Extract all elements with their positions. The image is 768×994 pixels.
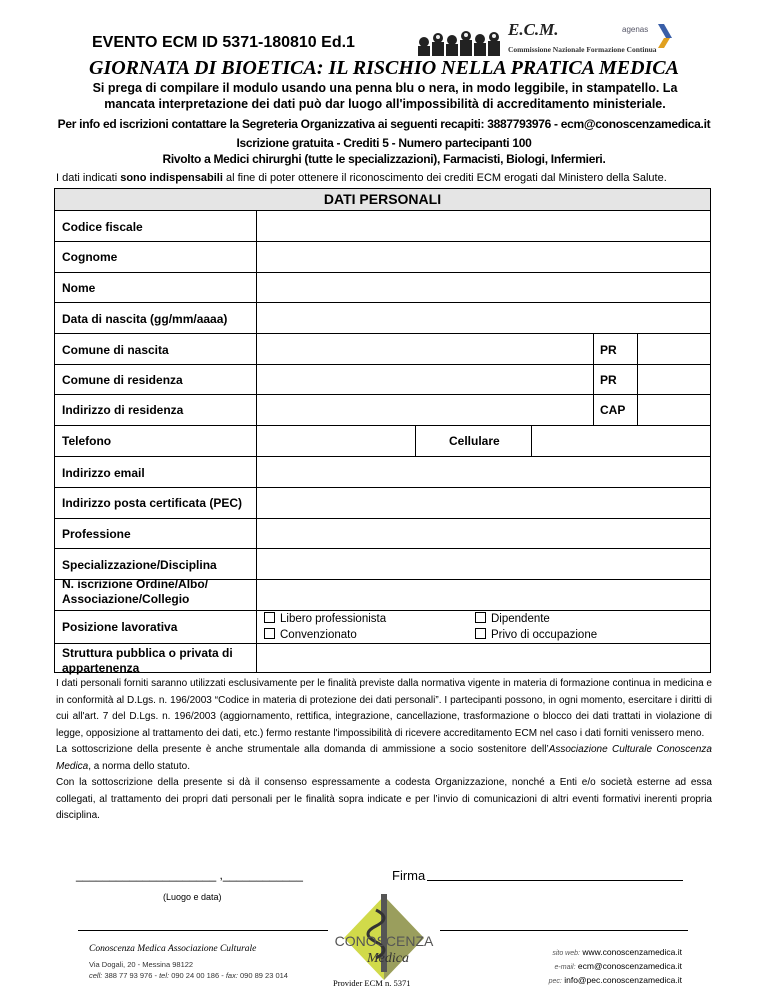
- row-telefono: [55, 426, 710, 457]
- label-cap: CAP: [600, 403, 626, 417]
- privacy-paragraph-1: I dati personali forniti saranno utilizzati esclusivamente per le finalità previste dalla normativa vigente in materia di formazione continua in medicina e in conformità al D.Lgs. n. 196/2003 “Codice in materia di protezione dei dati personali”. I partecipanti possono, in ogni momento, esercitare i diritti di cui all'art. 7 del D.Lgs. n. 196/2003 (aggiornamento, rettifica, integrazione, cancellazione, trasformazione o blocco dei dati trattati in violazione di legge, opposizione al trattamento dei dati, etc.) fermo restante l'impossibilità di ricevere accreditamento ECM nel caso i dati forniti venissero meno.: [56, 678, 712, 739]
- label-data-nascita: Data di nascita (gg/mm/aaaa): [62, 312, 228, 326]
- footer-divider-right: [440, 930, 688, 931]
- section-title: DATI PERSONALI: [55, 189, 710, 211]
- contacts-block: sito web: www.conoscenzamedica.it e-mail: ecm@conoscenzamedica.it pec: info@pec.conoscenzamedica.it: [548, 947, 682, 985]
- label-specializzazione: Specializzazione/Disciplina: [62, 558, 217, 572]
- provider-ecm: Provider ECM n. 5371: [333, 978, 411, 988]
- row-data-nascita: [55, 303, 710, 334]
- row-comune-nascita: [55, 334, 710, 365]
- label-cognome: Cognome: [62, 250, 118, 264]
- row-posizione-lavorativa: [55, 611, 710, 644]
- privacy-paragraph-3: Con la sottoscrizione della presente si dà il consenso espressamente a codesta Organizzazione, nonché a Enti e/o società esterne ad essa collegati, al trattamento dei propri dati personali per le finalità sopra indicate e per l’invio di comunicazioni di altri eventi formativi inerenti propria disciplina.: [56, 777, 712, 821]
- place-date-field[interactable]: _____________________ ,____________: [76, 868, 303, 882]
- row-pec: [55, 488, 710, 519]
- label-codice-fiscale: Codice fiscale: [62, 220, 143, 234]
- agenas-logo-text: agenas: [622, 25, 649, 34]
- label-struttura: Struttura pubblica o privata di appartenenza: [62, 646, 233, 675]
- label-posizione: Posizione lavorativa: [62, 620, 178, 634]
- svg-text:CONOSCENZA: CONOSCENZA: [334, 933, 434, 949]
- page-title: GIORNATA DI BIOETICA: IL RISCHIO NELLA PRATICA MEDICA: [89, 57, 679, 79]
- agenas-logo-icon: [658, 24, 672, 38]
- website-link[interactable]: www.conoscenzamedica.it: [582, 947, 682, 957]
- privacy-paragraph-2: La sottoscrizione della presente è anche strumentale alla domanda di ammissione a socio sostenitore dell’Associazione Culturale Conoscenza Medica, a norma dello statuto.: [56, 744, 712, 772]
- row-nome: [55, 273, 710, 303]
- signature-label: Firma: [392, 868, 426, 883]
- registration-info: Iscrizione gratuita - Crediti 5 - Numero partecipanti 100: [236, 136, 532, 150]
- label-comune-nascita: Comune di nascita: [62, 343, 169, 357]
- row-email: [55, 457, 710, 488]
- target-audience: Rivolto a Medici chirurghi (tutte le specializzazioni), Farmacisti, Biologi, Infermieri.: [162, 152, 606, 166]
- event-id: EVENTO ECM ID 5371-180810 Ed.1: [92, 34, 355, 51]
- place-date-label: (Luogo e data): [163, 892, 222, 902]
- row-indirizzo-residenza: [55, 395, 710, 426]
- checkbox-icon[interactable]: [475, 628, 486, 639]
- row-cognome: [55, 242, 710, 273]
- contact-info: Per info ed iscrizioni contattare la Segreteria Organizzativa ai seguenti recapiti: 3887793976 - ecm@conoscenzamedica.it: [57, 117, 711, 131]
- ecm-logo-title: E.C.M.: [508, 20, 559, 39]
- row-specializzazione: [55, 549, 710, 580]
- label-pr-residenza: PR: [600, 373, 617, 387]
- footer-divider-left: [78, 930, 328, 931]
- svg-text:Medica: Medica: [367, 951, 409, 966]
- ecm-logo-sub: Commissione Nazionale Formazione Continua: [508, 45, 657, 54]
- option-privo-occupazione[interactable]: Privo di occupazione: [475, 628, 597, 641]
- label-cellulare: Cellulare: [449, 434, 500, 448]
- row-iscrizione-albo: [55, 577, 710, 611]
- ecm-people-icon: [412, 20, 680, 56]
- label-professione: Professione: [62, 527, 131, 541]
- intro-text: Si prega di compilare il modulo usando una penna blu o nera, in modo leggibile, in stampatello. La mancata interpretazione dei dati può dar luogo all'impossibilità di accreditamento ministeriale.: [92, 81, 678, 111]
- checkbox-icon[interactable]: [264, 612, 275, 623]
- privacy-notice: [56, 676, 712, 825]
- checkbox-icon[interactable]: [264, 628, 275, 639]
- option-libero-professionista[interactable]: Libero professionista: [264, 612, 386, 625]
- personal-data-form: [54, 188, 711, 673]
- signature-field[interactable]: [427, 880, 683, 881]
- option-convenzionato[interactable]: Convenzionato: [264, 628, 357, 641]
- association-address: Via Dogali, 20 - Messina 98122 cell: 388 77 93 976 - tel: 090 24 00 186 - fax: 090 89 23 014: [89, 960, 288, 980]
- label-comune-residenza: Comune di residenza: [62, 373, 183, 387]
- pec-link[interactable]: info@pec.conoscenzamedica.it: [564, 975, 682, 985]
- row-comune-residenza: [55, 365, 710, 395]
- label-indirizzo-residenza: Indirizzo di residenza: [62, 403, 184, 417]
- label-email: Indirizzo email: [62, 466, 145, 480]
- label-nome: Nome: [62, 281, 96, 295]
- association-name: Conoscenza Medica Associazione Culturale: [89, 944, 257, 954]
- row-professione: [55, 519, 710, 549]
- conoscenza-medica-logo: [330, 888, 438, 980]
- row-codice-fiscale: [55, 211, 710, 242]
- label-pr-nascita: PR: [600, 343, 617, 357]
- checkbox-icon[interactable]: [475, 612, 486, 623]
- label-pec: Indirizzo posta certificata (PEC): [62, 496, 243, 510]
- option-dipendente[interactable]: Dipendente: [475, 612, 550, 625]
- data-required-note: I dati indicati sono indispensabili al fine di poter ottenere il riconoscimento dei crediti ECM erogati dal Ministero della Salute.: [56, 172, 667, 184]
- row-struttura: [55, 644, 710, 675]
- label-iscrizione-albo: N. iscrizione Ordine/Albo/ Associazione/Collegio: [62, 577, 209, 606]
- email-link[interactable]: ecm@conoscenzamedica.it: [577, 961, 682, 971]
- label-telefono: Telefono: [62, 434, 112, 448]
- ecm-logo: [412, 20, 680, 56]
